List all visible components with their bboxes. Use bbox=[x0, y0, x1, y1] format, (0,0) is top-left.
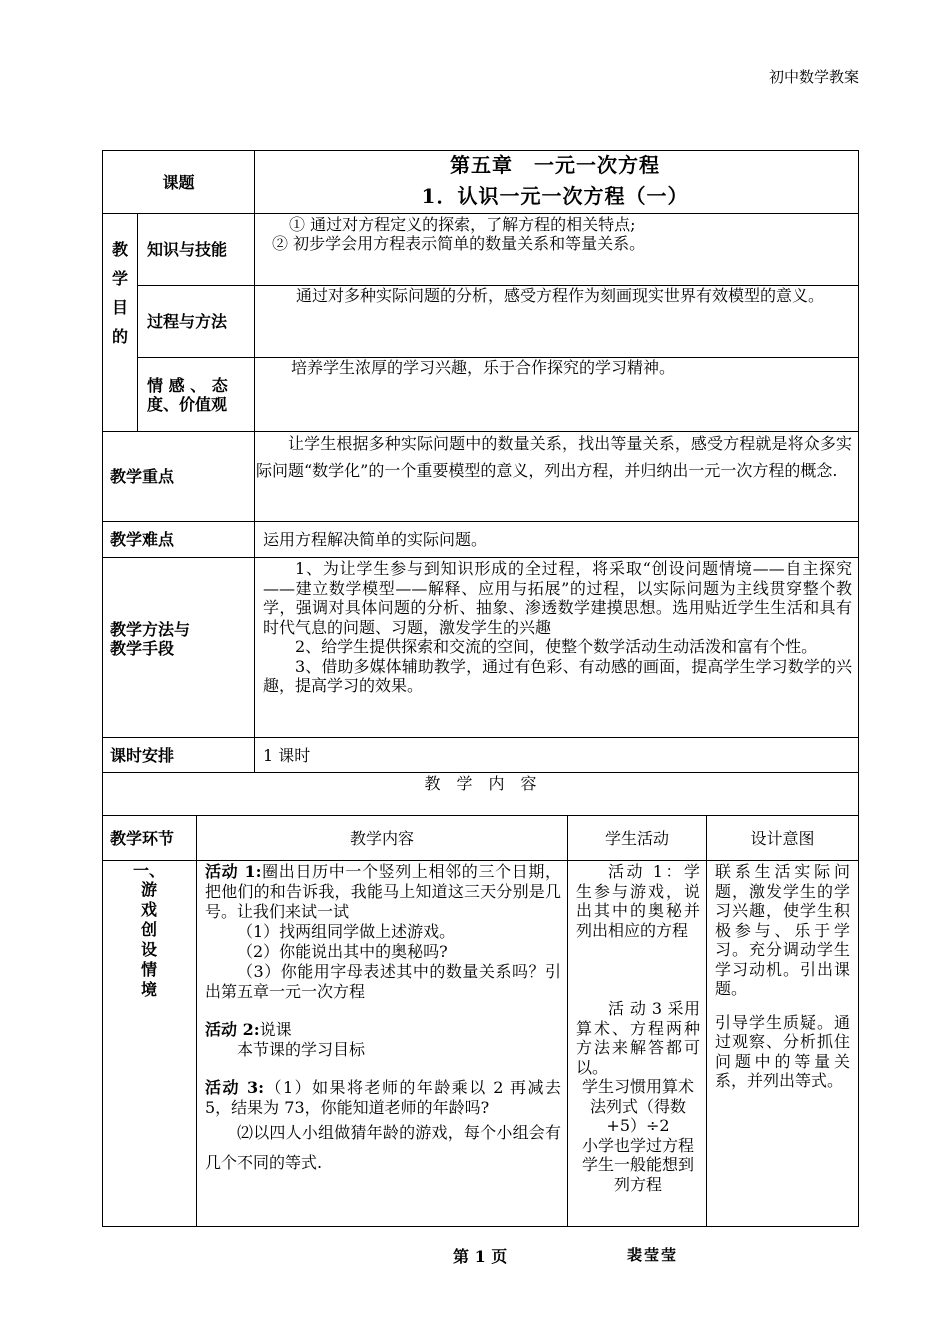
lesson-title-block bbox=[255, 150, 858, 213]
attitude-label: 情 感 、 态 度、价值观 bbox=[147, 376, 228, 414]
page-footer bbox=[0, 1244, 950, 1266]
stage1-content: 活动 1:圈出日历中一个竖列上相邻的三个日期，把他们的和告诉我，我能马上知道这三天分别是几号。让我们来试一试 （1）找两组同学做上述游戏。 （2）你能说出其中的奥秘吗? （3）你能用字母表述其中的数量关系吗？引出第五章一元一次方程 活动 2:说课 本节课的学习目标 活动 3:（1）如果将老师的年龄乘以 2 再减去 5，结果为 73，你能知道老师的年龄吗? ⑵以四人小组做猜年龄的游戏，每个小组会有几个不同的等式. bbox=[205, 862, 561, 1172]
header-content: 教学内容 bbox=[349, 828, 414, 848]
knowledge-text: ① 通过对方程定义的探索，了解方程的相关特点; ② 初步学会用方程表示简单的数量关系和等量关系。 bbox=[272, 215, 646, 253]
document-type-header: 初中数学教案 bbox=[768, 68, 859, 86]
topic-label: 课题 bbox=[162, 172, 195, 192]
stage1-student-activity: 活动 1：学生参与游戏，说出其中的奥秘并列出相应的方程 活 动 3 采用算术、方程两种方法来解答都可以。 学生习惯用算术法列式（得数+5）÷2 小学也学过方程学生一般能想到列方程 bbox=[576, 862, 700, 1194]
attitude-text: 培养学生浓厚的学习兴趣，乐于合作探究的学习精神。 bbox=[291, 358, 676, 377]
content-banner: 教 学 内 容 bbox=[424, 774, 537, 793]
header-stage: 教学环节 bbox=[110, 828, 175, 848]
stage1-label: 一、 游 戏 创 设 情 境 bbox=[132, 861, 165, 999]
header-student: 学生活动 bbox=[604, 828, 669, 848]
key-point-label: 教学重点 bbox=[110, 467, 175, 486]
stage1-design-intent: 联系生活实际问题，激发学生的学习兴趣，使学生积极参与、乐于学习。充分调动学生学习动机。引出课题。 引导学生质疑。通过观察、分析抓住问题中的等量关系，并列出等式。 bbox=[715, 862, 850, 1090]
process-text: 通过对多种实际问题的分析，感受方程作为刻画现实世界有效模型的意义。 bbox=[296, 286, 825, 305]
methods-label: 教学方法与 教学手段 bbox=[110, 620, 191, 658]
difficulty-text: 运用方程解决简单的实际问题。 bbox=[263, 530, 488, 549]
page-number: 第 1 页 bbox=[453, 1247, 508, 1266]
knowledge-label: 知识与技能 bbox=[147, 240, 228, 259]
header-intent: 设计意图 bbox=[750, 828, 815, 848]
section-title: 1．认识一元一次方程（一） bbox=[421, 184, 689, 208]
schedule-label: 课时安排 bbox=[110, 745, 175, 765]
key-point-text: 让学生根据多种实际问题中的数量关系，找出等量关系，感受方程就是将众多实际问题“数学化”的一个重要模型的意义，列出方程，并归纳出一元一次方程的概念. bbox=[256, 434, 852, 480]
process-label: 过程与方法 bbox=[147, 312, 228, 331]
chapter-title: 第五章 一元一次方程 bbox=[450, 153, 660, 177]
difficulty-label: 教学难点 bbox=[110, 530, 175, 549]
author-name: 裴莹莹 bbox=[627, 1246, 679, 1264]
methods-text: 1、为让学生参与到知识形成的全过程，将采取“创设问题情境——自主探究——建立数学模型——解释、应用与拓展”的过程，以实际问题为主线贯穿整个教学，强调对具体问题的分析、抽象、渗透数学建摸思想。选用贴近学生生活和具有时代气息的问题、习题，激发学生的兴趣 2、给学生提供探索和交流的空间，使整个数学活动生动活泼和富有个性。 3、借助多媒体辅助教学，通过有色彩、有动感的画面，提高学生学习数学的兴趣，提高学习的效果。 bbox=[263, 559, 852, 695]
objectives-group-label: 教 学 目 的 bbox=[111, 240, 128, 346]
schedule-text: 1 课时 bbox=[263, 745, 311, 765]
